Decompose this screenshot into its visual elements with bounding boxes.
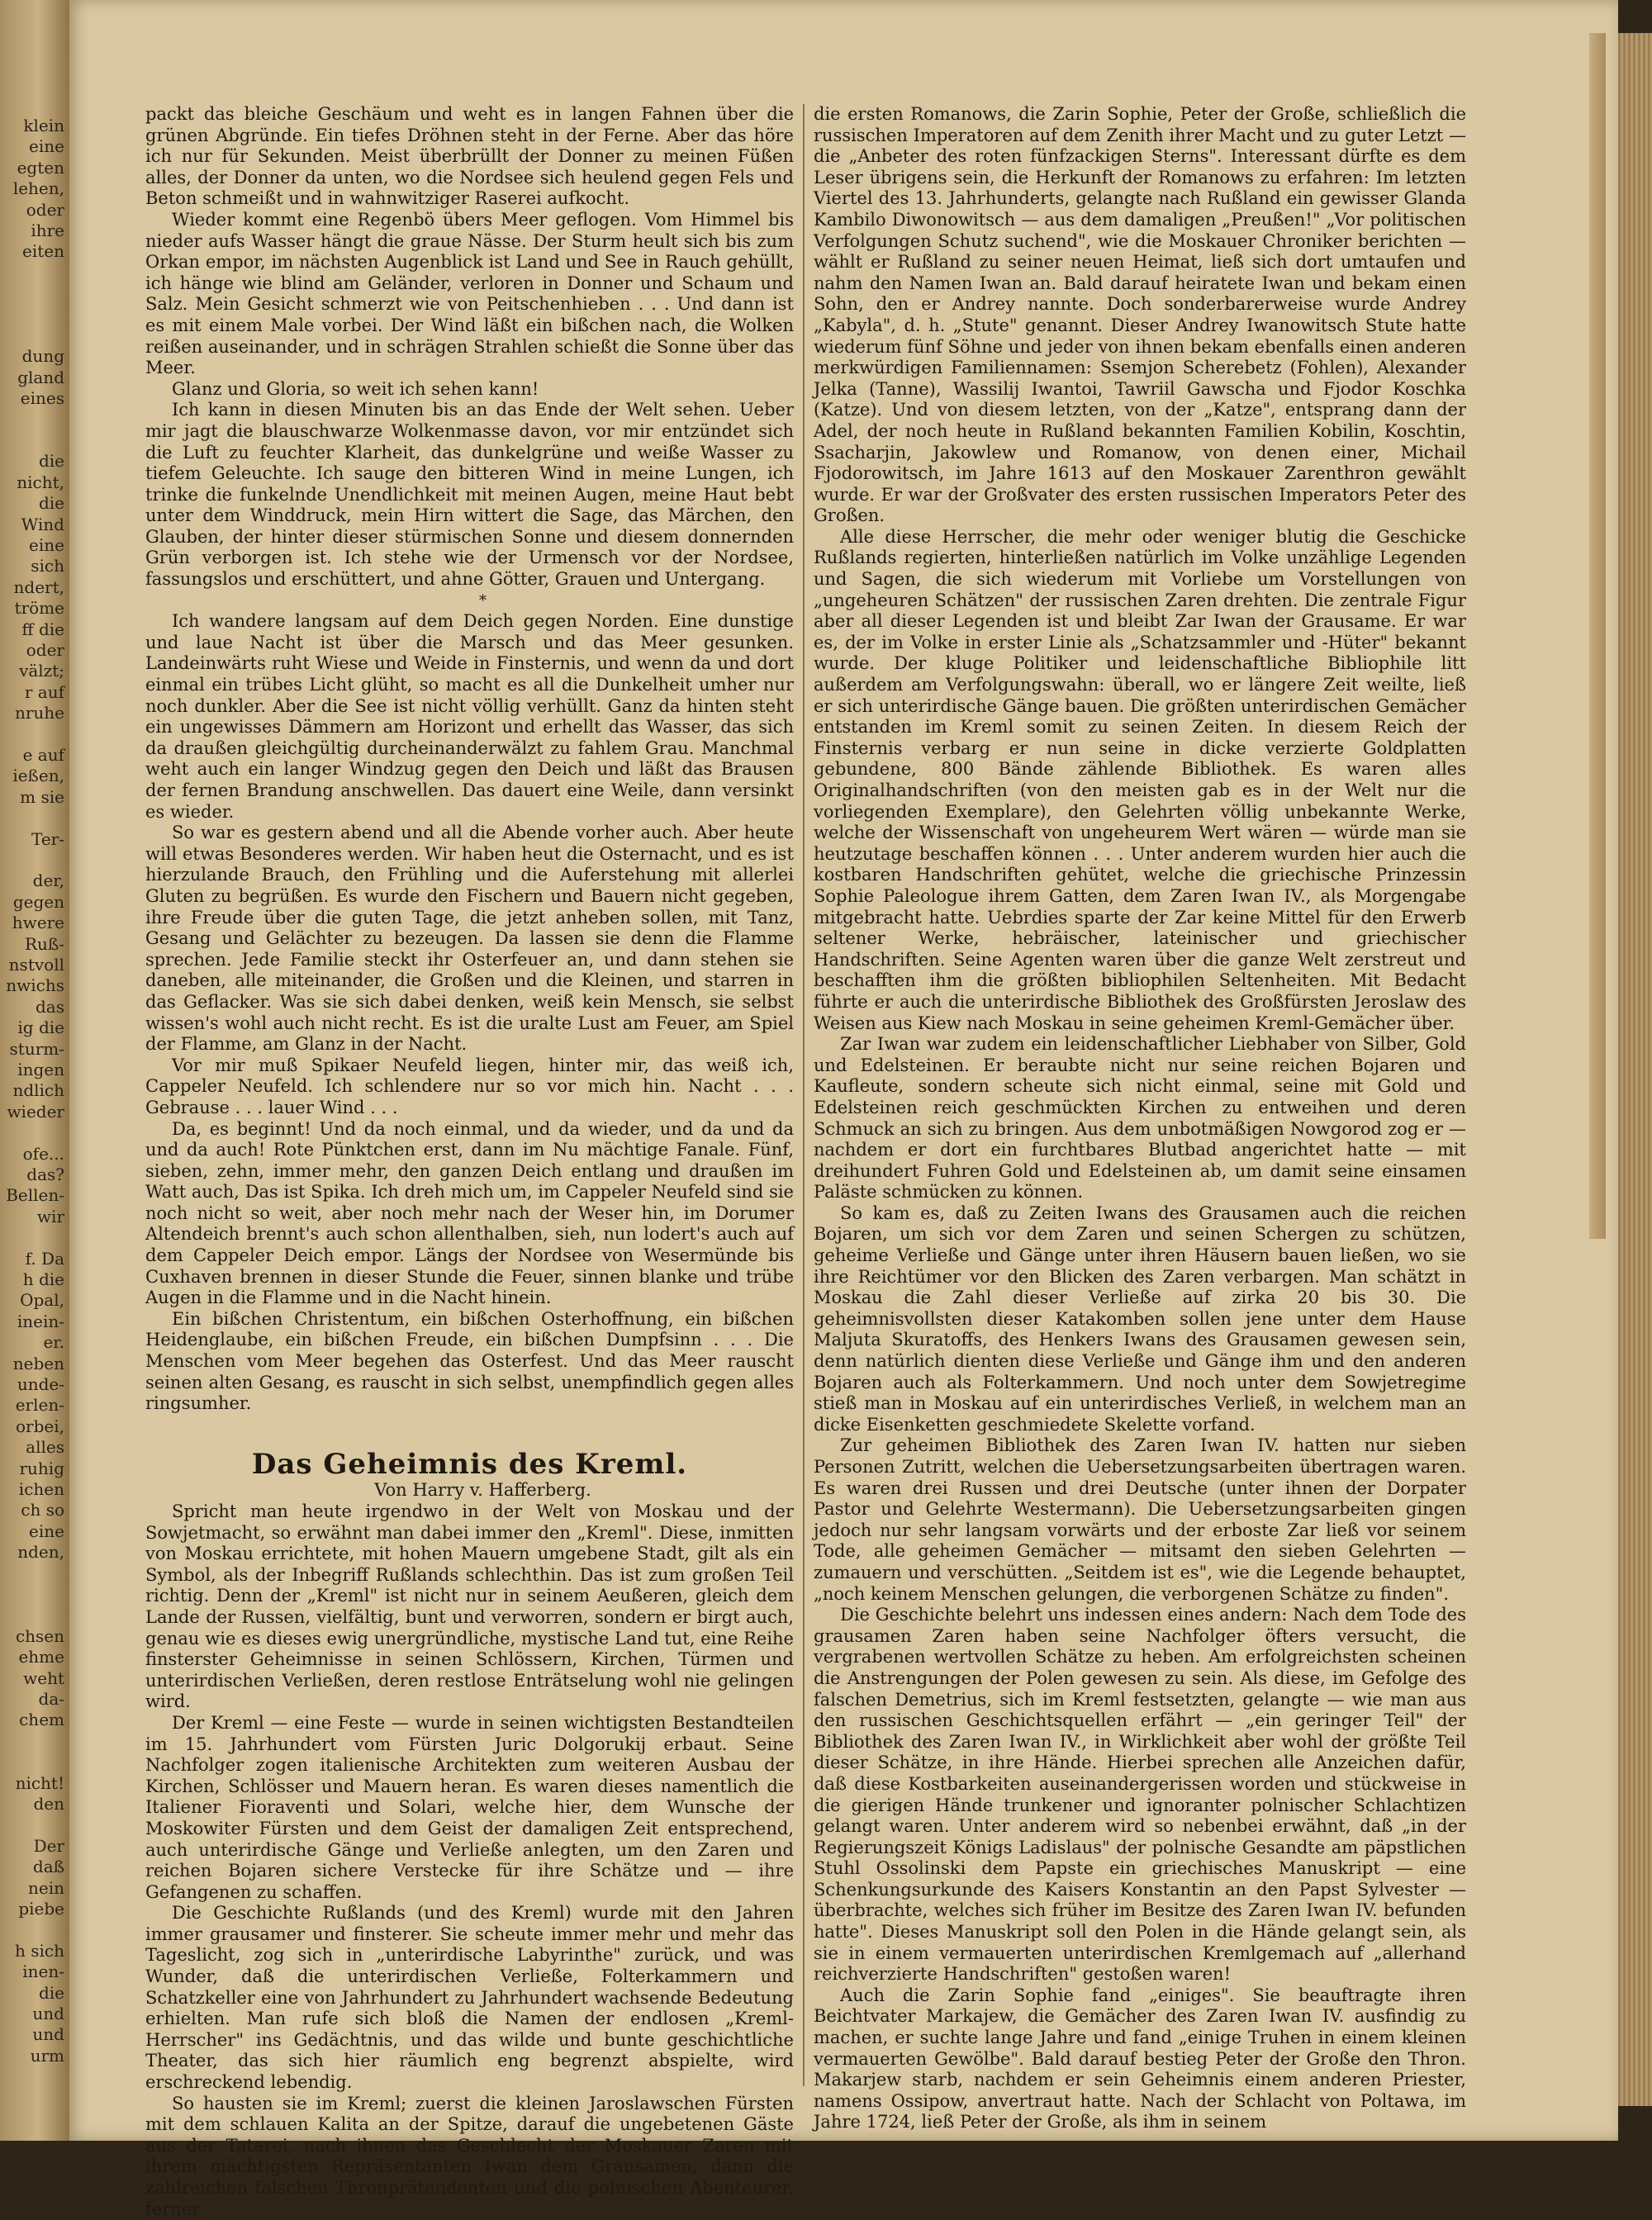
paragraph: Ich kann in diesen Minuten bis an das Ende der Welt sehen. Ueber mir jagt die blauschwarze Wolkenmasse davon, vor mir entzündet sich die Luft zu feuchter Klarheit, das dunkelgrüne und weiße Wasser zu tiefem Geleuchte. Ich sauge den bitteren Wind in meine Lungen, ich trinke die funkelnde Unendlichkeit mit meinen Augen, meine Haut bebt unter dem Winddruck, mein Hirn wittert die Sage, das Märchen, den Glauben, der hinter dieser stürmischen Sonne und diesem donnernden Grün verborgen ist. Ich stehe wie der Urmensch vor der Nordsee, fassungslos und erschüttert, und ahne Götter, Grauen und Untergang. [145,400,794,590]
gutter-fragment: nein [28,1877,64,1898]
gutter-fragment: gegen [12,891,64,912]
gutter-fragment: urm [30,2045,64,2066]
paragraph: Vor mir muß Spikaer Neufeld liegen, hinter mir, das weiß ich, Cappeler Neufeld. Ich schlendere nur so vor mich hin. Nacht . . . Gebrause . . . lauer Wind . . . [145,1055,794,1117]
gutter-fragment: und [32,2004,64,2023]
gutter-fragment: das [36,996,64,1017]
gutter-fragment: Ruß- [24,933,64,954]
gutter-fragment: Opal, [20,1290,64,1311]
gutter-fragment: nden, [17,1542,64,1563]
section-separator: * [479,591,487,610]
paragraph: Ein bißchen Christentum, ein bißchen Osterhoffnung, ein bißchen Heidenglaube, ein bißchen Freude, ein bißchen Dumpfsinn . . . Die Menschen vom Meer begehen das Osterfest. Und das Meer rauscht seinen alten Gesang, es rauscht in sich selbst, unempfindlich gegen alles ringsumher. [145,1308,794,1414]
gutter-fragment: välzt; [19,661,64,681]
gutter-fragment: ingen [17,1060,64,1079]
gutter-fragment: der, [32,870,64,891]
gutter-fragment: ff die [21,619,64,639]
gutter-fragment: inein- [17,1311,64,1331]
gutter-fragment: ichen [18,1479,64,1499]
gutter-fragment: alles [26,1437,64,1458]
gutter-fragment: sturm- [9,1038,64,1059]
gutter-fragment: egten [17,157,64,178]
gutter-fragment: oder [26,640,64,660]
gutter-fragment: nicht! [15,1772,64,1793]
gutter-fragment: sich [31,556,64,576]
paragraph: Ich wandere langsam auf dem Deich gegen Norden. Eine dunstige und laue Nacht ist über die Marsch und das Meer gesunken. Landeinwärts ruht Wiese und Weide in Finsternis, und wenn da und dort einmal ein trübes Licht glüht, so macht es all die Dunkelheit umher nur noch dunkler. Aber die See ist nicht völlig verhüllt. Ganz da hinten steht ein ungewisses Dämmern am Horizont und erhellt das Wasser, das sich da draußen gleichgültig durcheinanderwälzt zu fahlem Grau. Manchmal weht auch ein langer Windzug gegen den Deich und läßt das Brausen der fernen Brandung anschwellen. Das dauert eine Weile, dann versinkt es wieder. [145,611,794,822]
gutter-fragment: hwere [12,913,64,933]
paragraph: Der Kreml — eine Feste — wurde in seinen wichtigsten Bestandteilen im 15. Jahrhundert vom Fürsten Juric Dolgorukij erbaut. Seine Nachfolger zogen italienische Architekten zum weiteren Ausbau der Kirchen, Schlösser und Mauern heran. Es waren dieses namentlich die Italiener Fioraventi und Solari, welche hier, dem Wunsche der Moskowiter Fürsten und dem Geist der damaligen Zeit entsprechend, auch unterirdische Gänge und Verließe anlegten, um den Zaren und reichen Bojaren sichere Verstecke für ihre Schätze und — ihre Gefangenen zu schaffen. [145,1712,794,1902]
gutter-fragment: ofe... [22,1143,64,1164]
gutter-fragment: ig die [17,1017,64,1038]
paragraph: Die Geschichte belehrt uns indessen eines andern: Nach dem Tode des grausamen Zaren haben seine Nachfolger öfters versucht, die vergrabenen wertvollen Schätze zu heben. Am erfolgreichsten scheinen die Anstrengungen der Polen gewesen zu sein. Als diese, im Gefolge des falschen Demetrius, sich im Kreml festsetzten, gelangte — wie man aus den russischen Geschichtsquellen erfährt — „ein geringer Teil" der Bibliothek des Zaren Iwan IV., in Wirklichkeit aber wohl der größte Teil dieser Schätze, in ihre Hände. Hierbei sprechen alle Anzeichen dafür, daß diese Kostbarkeiten auseinandergerissen worden und stückweise in die gierigen Hände trunkener und ignoranter polnischer Schlachtizen gelangt waren. Unter anderem wird so nebenbei erwähnt, daß „in der Regierungszeit Königs Ladislaus" der polnische Gesandte am päpstlichen Stuhl Ossolinski dem Papste ein griechisches Manuskript — eine Schenkungsurkunde des Kaisers Konstantin an den Papst Sylvester — überbrachte, welches sich früher im Besitze des Zaren Iwan IV. befunden hatte". Dieses Manuskript soll den Polen in die Hände gelangt sein, als sie in einem vermauerten unterirdischen Kremlgemach auf „allerhand reichverzierte Handschriften" gestoßen waren! [814,1605,1466,1985]
paragraph: Alle diese Herrscher, die mehr oder weniger blutig die Geschicke Rußlands regierten, hinterließen natürlich im Volke unzählige Legenden und Sagen, die sich wiederum mit Vorliebe um Vorstellungen von „ungeheuren Schätzen" der russischen Zaren drehten. Die zentrale Figur aber all dieser Legenden ist und bleibt Zar Iwan der Grausame. Er war es, der im Volke in erster Linie als „Schatzsammler und -Hüter" bekannt wurde. Der kluge Politiker und leidenschaftliche Bibliophile litt außerdem am Verfolgungswahn: überall, wo er längere Zeit weilte, ließ er sich unterirdische Gänge bauen. Die größten unterirdischen Gemächer entstanden im Kreml somit zu seinen Zeiten. In diesem Reich der Finsternis verbarg er nun seine in dicke verzierte Goldplatten gebundene, 800 Bände zählende Bibliothek. Es waren alles Originalhandschriften (von den meisten gab es in der Welt nur die vorliegenden Exemplare), den Gelehrten völlig unbekannte Werke, welche der Wissenschaft von ungeheurem Wert wären — würde man sie heutzutage beschaffen können . . . Unter anderem wurden hier auch die kostbaren Handschriften gehütet, welche die griechische Prinzessin Sophie Paleologue ihrem Gatten, dem Zaren Iwan IV., als Morgengabe mitgebracht hatte. Uebrdies sparte der Zar keine Mittel für den Erwerb seltener Werke, hebräischer, lateinischer und griechischer Handschriften. Seine Agenten waren über die ganze Welt zerstreut und beschafften ihm die größten bibliophilen Seltenheiten. Mit Bedacht führte er auch die unterirdische Bibliothek des Großfürsten Jeroslaw des Weisen aus Kiew nach Moskau in seine geheimen Kreml-Gemächer über. [814,526,1466,1033]
gutter-fragment: eine [29,136,64,157]
gutter-fragment: orbei, [16,1416,64,1436]
gutter-fragment: ch so [21,1500,64,1520]
gutter-fragment: unde- [17,1374,64,1394]
gutter-fragment: nstvoll [8,955,64,975]
gutter-fragment: chem [19,1710,64,1730]
paragraph: die ersten Romanows, die Zarin Sophie, Peter der Große, schließlich die russischen Imperatoren auf dem Zenith ihrer Macht und zu guter Letzt — die „Anbeter des roten fünfzackigen Sterns". Interessant dürfte es dem Leser übrigens sein, die Herkunft der Romanows zu erfahren: Im letzten Viertel des 13. Jahrhunderts, gelangte nach Rußland ein gewisser Glanda Kambilo Diwonowitsch — aus dem damaligen „Preußen!" „Vor politischen Verfolgungen Schutz suchend", wie die Moskauer Chroniker berichten — wählt er Rußland zu seiner neuen Heimat, ließ sich dort umtaufen und nahm den Namen Iwan an. Bald darauf heiratete Iwan und bekam einen Sohn, den er Andrey nannte. Doch sonderbarerweise wurde Andrey „Kabyla", d. h. „Stute" genannt. Dieser Andrey Iwanowitsch Stute hatte wiederum fünf Söhne und jeder von ihnen bekam ebenfalls einen anderen merkwürdigen Familiennamen: Ssemjon Scherebetz (Fohlen), Alexander Jelka (Tanne), Wassilij Iwantoi, Tawriil Gawscha und Fjodor Koschka (Katze). Und von diesem letzten, von der „Katze", entsprang dann der Adel, der noch heute in Rußland bekannten Familien Kobilin, Koschtin, Ssacharjin, Jakowlew und Romanow, von denen einer, Michail Fjodorowitsch, im Jahre 1613 auf den Moskauer Zarenthron gewählt wurde. Er war der Großvater des ersten russischen Imperators Peter des Großen. [814,104,1466,526]
gutter-fragment: eine [29,1520,64,1541]
gutter-fragment: Bellen- [6,1185,64,1206]
gutter-fragment: klein [23,116,64,135]
gutter-fragment: ruhig [19,1458,64,1478]
gutter-fragment: h die [22,1269,64,1289]
gutter-fragment: piebe [18,1899,64,1919]
stacked-page-edges [1618,33,1652,2106]
gutter-fragment: eines [20,388,64,409]
gutter-fragment: erlen- [15,1395,64,1416]
gutter-fragment: m sie [20,786,64,807]
gutter-fragment: die [38,451,64,472]
gutter-fragment: er. [43,1332,64,1353]
gutter-fragment: nruhe [14,703,64,723]
gutter-fragment: oder [26,199,64,220]
gutter-fragment: Wind [21,514,64,534]
gutter-fragment: und [32,2024,64,2045]
previous-page-gutter [0,0,69,2141]
gutter-fragment: eiten [22,241,64,262]
gutter-fragment: die [38,493,64,514]
gutter-fragment: wir [36,1206,64,1226]
gutter-fragment: ndlich [12,1080,64,1101]
gutter-fragment: daß [32,1857,64,1877]
gutter-fragment: chsen [15,1625,64,1646]
page-edge-shadow [1589,33,1606,1239]
gutter-fragment: den [33,1794,64,1814]
paragraph: Da, es beginnt! Und da noch einmal, und da wieder, und da und da und da auch! Rote Pünktchen erst, dann im Nu mächtige Fanale. Fünf, sieben, zehn, immer mehr, den ganzen Deich entlang und draußen im Watt auch, Das ist Spika. Ich dreh mich um, im Cappeler Neufeld sind sie noch nicht so weit, aber noch mehr nach der Weser hin, im Dorumer Altendeich brennt's auch schon allenthalben, sieh, nun lodert's auch auf dem Cappeler Deich empor. Längs der Nordsee von Wesermünde bis Cuxhaven brennen in dieser Stunde die Feuer, sinnen blanke und trübe Augen in die Flamme und in die Nacht hinein. [145,1118,794,1308]
paragraph: So hausten sie im Kreml; zuerst die kleinen Jaroslawschen Fürsten mit dem schlauen Kalita an der Spitze, darauf die ungebetenen Gäste aus der Tatarei, nach ihnen das Geschlecht der Moskauer Zaren mit ihrem mächtigsten Repräsentanten Iwan dem Grausamen, dann die zahlreichen falschen Thronprätendenten und die polnischen Abenteurer, ferner [145,2093,794,2219]
paragraph: Die Geschichte Rußlands (und des Kreml) wurde mit den Jahren immer grausamer und finsterer. Sie scheute immer mehr und mehr das Tageslicht, zog sich in „unterirdische Labyrinthe" zurück, und was Wunder, daß die unterirdischen Verließe, Folterkammern und Schatzkeller eine von Jahrhundert zu Jahrhundert wachsende Bedeutung erhielten. Man rufe sich bloß die Namen der endlosen „Kreml-Herrscher" ins Gedächtnis, und das wilde und bunte geschichtliche Theater, das sich hier räumlich eng begrenzt abspielte, wird erschreckend lebendig. [145,1903,794,2093]
paragraph: packt das bleiche Geschäum und weht es in langen Fahnen über die grünen Abgründe. Ein tiefes Dröhnen steht in der Ferne. Aber das höre ich nur für Sekunden. Meist überbrüllt der Donner zu meinen Füßen alles, der Donner da unten, wo die Nordsee sich heulend gegen Fels und Beton schmeißt und in wahnwitziger Raserei aufkocht. [145,104,794,209]
paragraph: So war es gestern abend und all die Abende vorher auch. Aber heute will etwas Besonderes werden. Wir haben heut die Osternacht, und es ist hierzulande Brauch, den Frühling und die Auferstehung mit allerlei Gluten zu begrüßen. Es wurde den Fischern und Bauern nicht gegeben, ihre Freude über die guten Tage, die jetzt anheben sollen, mit Tanz, Gesang und Gelächter zu bezeugen. Da lassen sie denn die Flamme sprechen. Jede Familie steckt ihr Osterfeuer an, und dann stehen sie daneben, alle miteinander, die Großen und die Kleinen, und starren in das Geflacker. Was sie sich dabei denken, weiß kein Mensch, sie selbst wissen's wohl auch nicht recht. Es ist die uralte Lust am Feuer, am Spiel der Flamme, am Glanz in der Nacht. [145,823,794,1055]
gutter-fragment: h sich [15,1940,64,1961]
gutter-fragment: ihre [31,221,64,240]
gutter-fragment: e auf [22,745,64,765]
gutter-fragment: die [38,1982,64,2003]
left-column [145,104,794,2220]
paragraph: Zur geheimen Bibliothek des Zaren Iwan IV. hatten nur sieben Personen Zutritt, welchen die Uebersetzungsarbeiten übertragen waren. Es waren drei Russen und drei Deutsche (unter ihnen der Dorpater Pastor und Gelehrte Westermann). Die Uebersetzungsarbeiten gingen jedoch nur sehr langsam vorwärts und der erboste Zar ließ vor seinem Tode, alle geheimen Gemächer — mitsamt den sieben Gelehrten — zumauern und verschütten. „Seitdem ist es", wie die Legende behauptet, „noch keinem Menschen gelungen, die verborgenen Schätze zu finden". [814,1435,1466,1604]
gutter-fragment: dung [21,346,64,367]
gutter-fragment: nwichs [6,975,64,996]
gutter-fragment: wieder [7,1101,64,1122]
gutter-fragment: das? [26,1165,64,1184]
gutter-fragment: tröme [14,598,64,619]
gutter-fragment: eine [29,535,64,555]
gutter-fragment: Ter- [31,828,64,849]
article-headline: Das Geheimnis des Kreml. [251,1447,688,1481]
paragraph: Spricht man heute irgendwo in der Welt von Moskau und der Sowjetmacht, so erwähnt man dabei immer den „Kreml". Diese, inmitten von Moskau errichtete, mit hohen Mauern umgebene Stadt, gilt als ein Symbol, als der Inbegriff Rußlands schlechthin. Das ist zum großen Teil richtig. Denn der „Kreml" ist nicht nur in seinem Aeußeren, gleich dem Lande der Russen, vielfältig, bunt und verworren, sondern er birgt auch, genau wie es dieses ewig unergründliche, mystische Land tut, eine Reihe finsterster Geheimnisse in seinen Schlössern, Kirchen, Türmen und unterirdischen Verließen, deren restlose Enträtselung wohl nie gelingen wird. [145,1501,794,1712]
gutter-fragment: ndert, [13,576,64,597]
column-divider [803,104,805,2086]
paragraph: Glanz und Gloria, so weit ich sehen kann! [172,378,539,399]
gutter-fragment: Der [33,1835,64,1856]
gutter-fragment: f. Da [25,1248,64,1269]
gutter-fragment: inen- [22,1961,64,1982]
article-byline: Von Harry v. Hafferberg. [374,1480,591,1501]
right-column [814,104,1466,2133]
paragraph: So kam es, daß zu Zeiten Iwans des Grausamen auch die reichen Bojaren, um sich vor dem Zaren und seinen Schergen zu schützen, geheime Verließe und Gänge unter ihren Häusern bauen ließen, wo sie ihre Reichtümer vor den Blicken des Zaren verbargen. Man schätzt in Moskau die Zahl dieser Verließe auf zirka 20 bis 30. Die geheimnisvollsten dieser Katakomben sollen jene unter dem Hause Maljuta Skuratoffs, des Henkers Iwans des Grausamen gewesen sein, denn natürlich dienten diese Verließe und Gänge ihm und den anderen Bojaren auch als Folterkammern. Und noch unter dem Sowjetregime stieß man in Moskau auf ein unterirdisches Verließ, in welchem man an dicke Eisenketten geschmiedete Skelette vorfand. [814,1202,1466,1435]
gutter-fragment: r auf [24,681,64,702]
gutter-fragment: gland [17,367,64,387]
paragraph: Auch die Zarin Sophie fand „einiges". Sie beauftragte ihren Beichtvater Markajew, die Gemächer des Zaren Iwan IV. ausfindig zu machen, er suchte lange Jahre und fand „einige Truhen in einem kleinen vermauerten Gewölbe". Bald darauf bestieg Peter der Große den Thron. Makarjew starb, nachdem er sein Geheimnis einem anderen Priester, namens Ossipow, anvertraut hatte. Nach der Schlacht von Poltawa, im Jahre 1724, ließ Peter der Große, als ihm in seinem [814,1985,1466,2132]
gutter-fragment: lehen, [12,178,64,199]
paragraph: Zar Iwan war zudem ein leidenschaftlicher Liebhaber von Silber, Gold und Edelsteinen. Er beraubte nicht nur seine reichen Bojaren und Kaufleute, sondern scheute sich nicht einmal, seine mit Gold und Edelsteinen reich geschmückten Kirchen zu entweihen und deren Schmuck an sich zu bringen. Aus dem unbotmäßigen Nowgorod zog er — nachdem er dort ein furchtbares Blutbad angerichtet hatte — mit dreihundert Fuhren Gold und Edelsteinen ab, um damit seine einsamen Paläste schmücken zu können. [814,1034,1466,1202]
gutter-fragment: nicht, [17,472,64,492]
gutter-fragment: da- [38,1689,64,1709]
paragraph: Wieder kommt eine Regenbö übers Meer geflogen. Vom Himmel bis nieder aufs Wasser hängt die graue Nässe. Der Sturm heult sich bis zum Orkan empor, im nächsten Augenblick ist Land und See in Rauch gehüllt, ich hänge wie blind am Geländer, verloren in Donner und Schaum und Salz. Mein Gesicht schmerzt wie von Peitschenhieben . . . Und dann ist es mit einem Male vorbei. Der Wind läßt ein bißchen nach, die Wolken reißen auseinander, und in schrägen Strahlen schießt die Sonne über das Meer. [145,209,794,378]
gutter-fragment: weht [23,1667,64,1688]
gutter-fragment: ießen, [12,766,64,786]
gutter-fragment: neben [12,1353,64,1373]
gutter-fragment: ehme [18,1647,64,1667]
